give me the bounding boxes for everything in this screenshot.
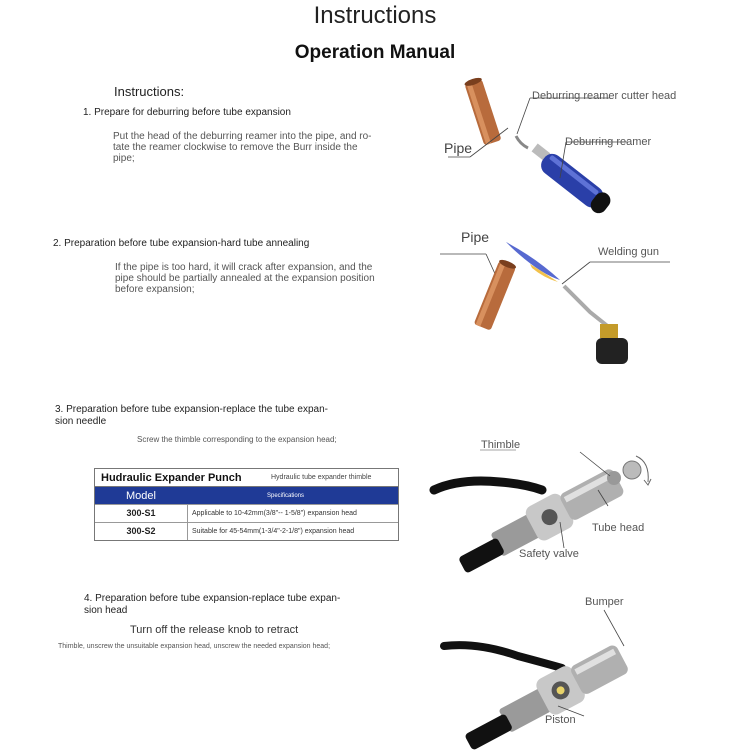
spec-col-model: Model bbox=[126, 489, 156, 502]
spec-value-cell: Suitable for 45-54mm(1-3/4"-2-1/8") expansion head bbox=[192, 528, 355, 535]
label-welding-gun: Welding gun bbox=[598, 246, 659, 258]
label-tube-head: Tube head bbox=[592, 522, 645, 534]
copper-pipe-2 bbox=[474, 258, 517, 331]
spec-table-title-row bbox=[95, 469, 398, 487]
step-3-description: Screw the thimble corresponding to the expansion head; bbox=[137, 435, 337, 444]
label-pipe-2: Pipe bbox=[461, 229, 490, 245]
spec-col-spec: Specifications bbox=[267, 492, 305, 499]
copper-pipe-1 bbox=[464, 76, 502, 145]
spec-table-title-right: Hydraulic tube expander thimble bbox=[271, 474, 372, 481]
label-bumper: Bumper bbox=[585, 596, 624, 608]
expander-illustration-2 bbox=[438, 602, 648, 748]
step-2-heading: 2. Preparation before tube expansion-hard tube annealing bbox=[53, 238, 310, 249]
step-1-heading: 1. Prepare for deburring before tube expansion bbox=[83, 107, 291, 118]
label-piston: Piston bbox=[545, 714, 576, 726]
spec-model-cell: 300-S2 bbox=[95, 523, 188, 540]
spec-table bbox=[94, 468, 399, 541]
label-reamer: Deburring reamer bbox=[565, 136, 652, 148]
label-safety-valve: Safety valve bbox=[519, 548, 579, 560]
label-thimble: Thimble bbox=[481, 439, 521, 451]
step-1-description: Put the head of the deburring reamer into the pipe, and ro- tate the reamer clockwise to remove the Burr inside the pipe; bbox=[113, 131, 372, 164]
page-subtitle: Operation Manual bbox=[294, 42, 456, 63]
step-4-heading: 4. Preparation before tube expansion-replace tube expan- sion head bbox=[84, 593, 341, 616]
label-pipe-1: Pipe bbox=[444, 140, 473, 156]
section-header: Instructions: bbox=[114, 84, 185, 99]
expander-illustration-1 bbox=[430, 438, 660, 566]
step-4-description: Turn off the release knob to retract bbox=[130, 624, 299, 636]
spec-table-title: Hudraulic Expander Punch bbox=[101, 471, 242, 484]
spec-model-cell: 300-S1 bbox=[95, 505, 188, 522]
spec-table-header bbox=[95, 487, 398, 504]
label-cutter-head: Deburring reamer cutter head bbox=[532, 90, 677, 102]
page-title: Instructions bbox=[313, 2, 437, 29]
step-2-description: If the pipe is too hard, it will crack after expansion, and the pipe should be partially annealed at the expansion position before expansion; bbox=[115, 262, 375, 295]
table-row bbox=[95, 504, 398, 522]
spec-value-cell: Applicable to 10-42mm(3/8"-- 1-5/8") expansion head bbox=[192, 510, 357, 517]
step-3-heading: 3. Preparation before tube expansion-replace the tube expan- sion needle bbox=[55, 404, 328, 427]
step-4-note: Thimble, unscrew the unsuitable expansion head, unscrew the needed expansion head; bbox=[58, 643, 331, 650]
table-row bbox=[95, 522, 398, 540]
deburring-reamer bbox=[526, 141, 614, 216]
